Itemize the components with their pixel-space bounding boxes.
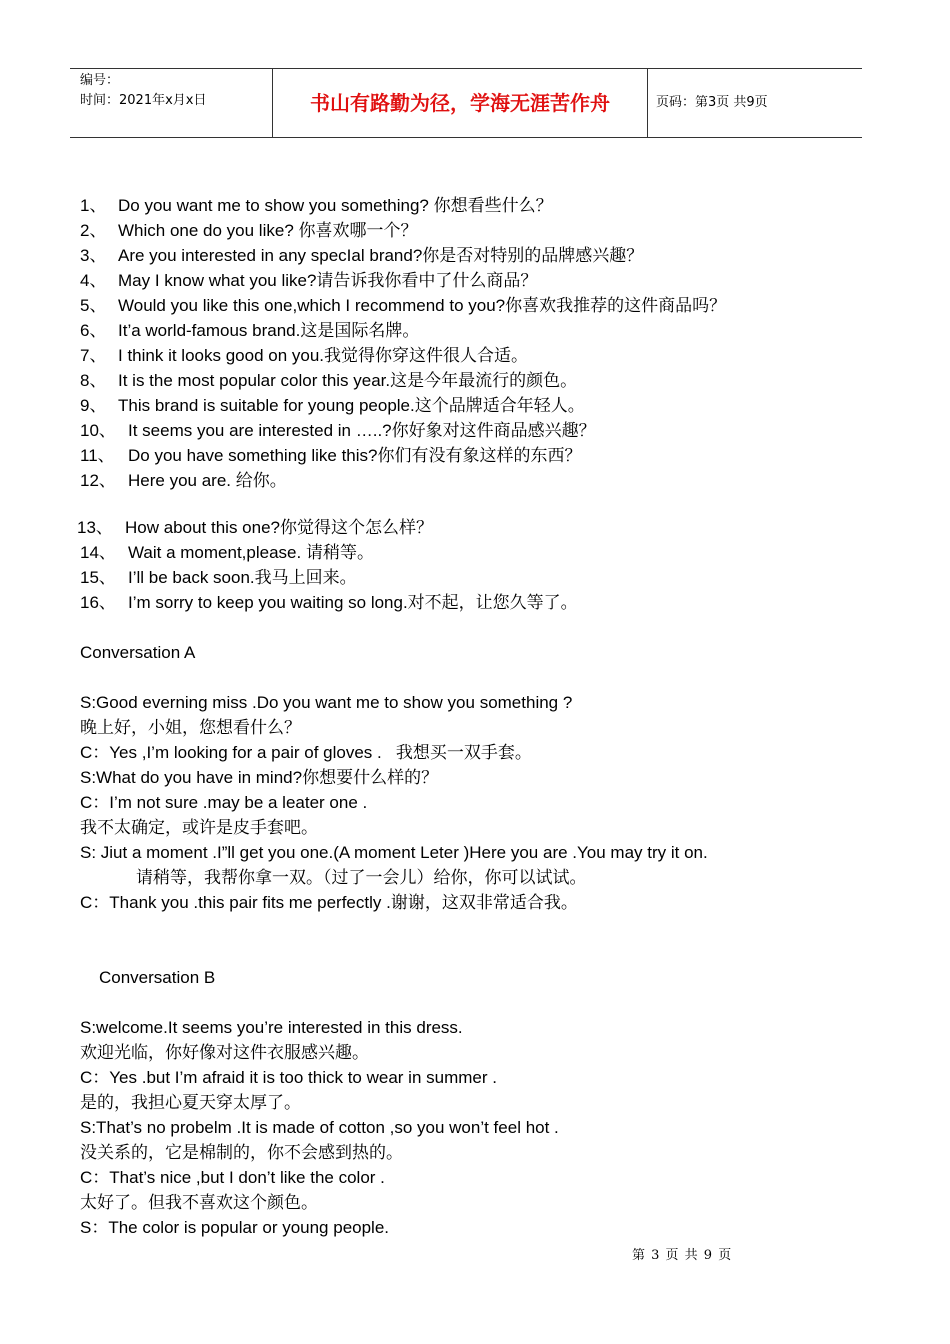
dialogue-line: S:What do you have in mind?你想要什么样的？ <box>80 768 439 787</box>
item-number: 1、 <box>80 196 107 215</box>
item-text: Here you are. 给你。 <box>128 471 287 490</box>
item-number: 2、 <box>80 221 107 240</box>
dialogue-line: S:Good everning miss .Do you want me to show you something ? <box>80 693 573 712</box>
time-label: 时间：2021年x月x日 <box>80 93 207 108</box>
item-text: Are you interested in any specIal brand?你是否对特别的品牌感兴趣？ <box>118 246 644 265</box>
motto: 书山有路勤为径，学海无涯苦作舟 <box>310 91 610 115</box>
dialogue-line: C：That’s nice ,but I don’t like the color . <box>80 1168 385 1187</box>
page-label: 页码：第3页 共9页 <box>656 95 768 110</box>
dialogue-line: C：Yes ,I’m looking for a pair of gloves . 我想买一双手套。 <box>80 743 532 762</box>
header-page-cell <box>648 69 862 137</box>
item-number: 11、 <box>80 446 115 465</box>
dialogue-line: 太好了。但我不喜欢这个颜色。 <box>80 1193 318 1212</box>
document-body <box>77 193 880 1240</box>
item-text: I’m sorry to keep you waiting so long.对不起，让您久等了。 <box>128 593 578 612</box>
dialogue-line: S:That’s no probelm .It is made of cotton ,so you won’t feel hot . <box>80 1118 559 1137</box>
item-number: 5、 <box>80 296 107 315</box>
header-motto-cell <box>273 69 648 137</box>
spacer <box>80 615 880 640</box>
dialogue-line: 请稍等，我帮你拿一双。（过了一会儿）给你，你可以试试。 <box>136 868 587 887</box>
spacer <box>80 915 880 940</box>
spacer <box>80 990 880 1015</box>
item-number: 10、 <box>80 421 116 440</box>
list-item <box>80 318 880 343</box>
list-item <box>80 540 880 565</box>
item-number: 9、 <box>80 396 107 415</box>
dialogue-line: S：The color is popular or young people. <box>80 1218 390 1237</box>
list-item <box>80 565 880 590</box>
item-number: 12、 <box>80 471 116 490</box>
list-item <box>80 343 880 368</box>
list-item <box>80 193 880 218</box>
spacer <box>80 940 880 965</box>
list-item <box>80 393 880 418</box>
list-item <box>80 243 880 268</box>
item-number: 6、 <box>80 321 107 340</box>
item-number: 8、 <box>80 371 107 390</box>
code-label: 编号： <box>80 73 120 88</box>
list-item <box>80 418 880 443</box>
section-heading: Conversation B <box>99 968 216 987</box>
dialogue-line: C：Thank you .this pair fits me perfectly .谢谢，这双非常适合我。 <box>80 893 578 912</box>
item-number: 16、 <box>80 593 116 612</box>
dialogue-line: C：I’m not sure .may be a leater one . <box>80 793 368 812</box>
item-number: 14、 <box>80 543 116 562</box>
item-text: Which one do you like? 你喜欢哪一个？ <box>118 221 418 240</box>
item-number: 13、 <box>77 518 113 537</box>
section-heading: Conversation A <box>80 643 196 662</box>
item-number: 7、 <box>80 346 107 365</box>
item-text: It is the most popular color this year.这是今年最流行的颜色。 <box>118 371 578 390</box>
dialogue-line: 我不太确定，或许是皮手套吧。 <box>80 818 318 837</box>
item-text: It’a world-famous brand.这是国际名牌。 <box>118 321 420 340</box>
page-header <box>70 68 862 138</box>
dialogue-line: S: Jiut a moment .I”ll get you one.(A moment Leter )Here you are .You may try it on. <box>80 843 708 862</box>
dialogue-line: 欢迎光临，你好像对这件衣服感兴趣。 <box>80 1043 369 1062</box>
item-number: 15、 <box>80 568 116 587</box>
item-text: Do you want me to show you something? 你想看些什么？ <box>118 196 553 215</box>
dialogue-line: 没关系的，它是棉制的，你不会感到热的。 <box>80 1143 403 1162</box>
item-text: Would you like this one,which I recommend to you?你喜欢我推荐的这件商品吗？ <box>118 296 727 315</box>
spacer <box>80 665 880 690</box>
item-text: I think it looks good on you.我觉得你穿这件很人合适。 <box>118 346 529 365</box>
page-footer: 第 3 页 共 9 页 <box>632 1248 733 1263</box>
item-text: May I know what you like?请告诉我你看中了什么商品？ <box>118 271 538 290</box>
list-item <box>80 443 880 468</box>
item-text: Wait a moment,please. 请稍等。 <box>128 543 374 562</box>
item-number: 3、 <box>80 246 107 265</box>
item-text: Do you have something like this?你们有没有象这样的东西？ <box>128 446 582 465</box>
list-item <box>77 515 880 540</box>
spacer <box>80 493 880 515</box>
dialogue-line: C：Yes .but I’m afraid it is too thick to wear in summer . <box>80 1068 497 1087</box>
item-text: This brand is suitable for young people.这个品牌适合年轻人。 <box>118 396 585 415</box>
list-item <box>80 368 880 393</box>
item-text: How about this one?你觉得这个怎么样？ <box>125 518 433 537</box>
dialogue-line: S:welcome.It seems you’re interested in this dress. <box>80 1018 463 1037</box>
list-item <box>80 268 880 293</box>
dialogue-line: 是的，我担心夏天穿太厚了。 <box>80 1093 301 1112</box>
item-text: I’ll be back soon.我马上回来。 <box>128 568 357 587</box>
list-item <box>80 218 880 243</box>
item-number: 4、 <box>80 271 107 290</box>
item-text: It seems you are interested in …..?你好象对这件商品感兴趣？ <box>128 421 596 440</box>
dialogue-line: 晚上好，小姐，您想看什么？ <box>80 718 301 737</box>
list-item <box>80 468 880 493</box>
list-item <box>80 590 880 615</box>
header-meta <box>70 69 273 137</box>
list-item <box>80 293 880 318</box>
